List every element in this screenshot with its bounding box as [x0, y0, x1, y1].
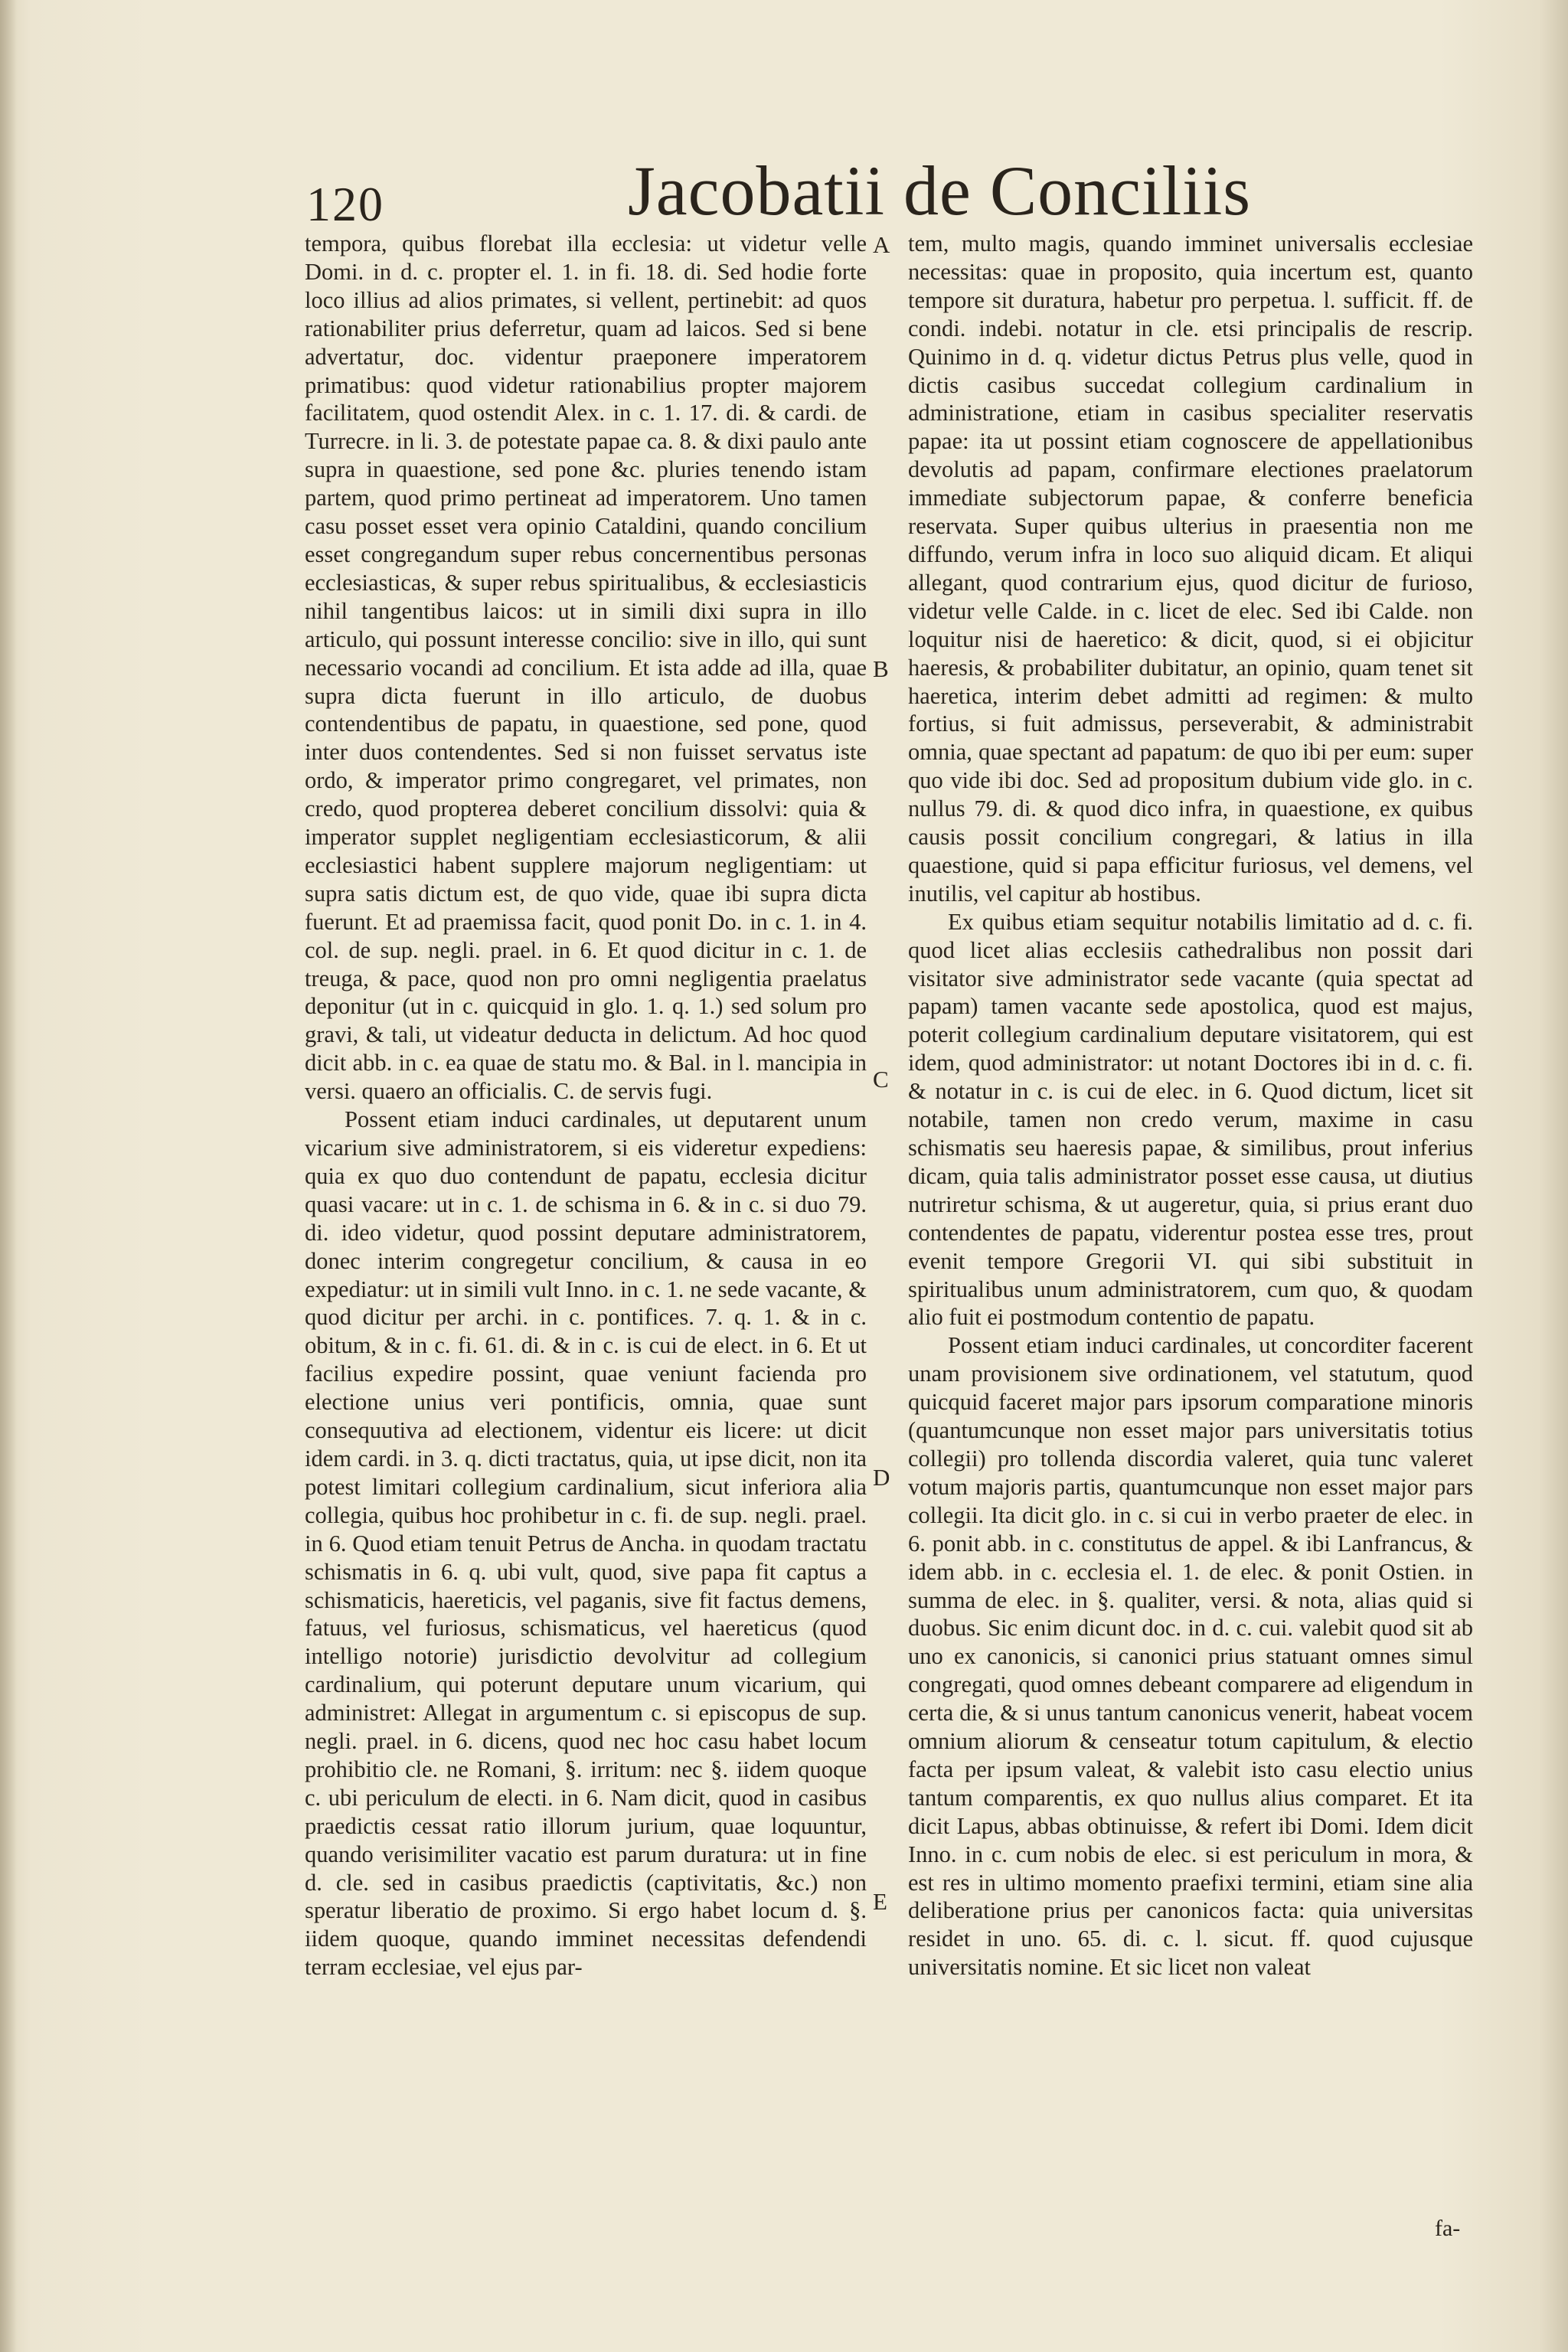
catchword: fa-: [1435, 2216, 1461, 2241]
margin-marker-c: C: [873, 1066, 889, 1093]
margin-marker-a: A: [873, 231, 890, 258]
margin-marker-e: E: [873, 1888, 887, 1915]
right-paragraph-1: tem, multo magis, quando imminet universalis ecclesiae necessitas: quae in proposito, quia incertum est, quanto tempore sit duratura, habetur pro perpetua. l. sufficit. ff. de condi. indebi. notatur in cle. etsi principalis de rescrip. Quinimo in d. q. videtur dictus Petrus plus velle, quod in dictis casibus succedat collegium cardinalium in administratione, etiam in casibus specialiter reservatis papae: ita ut possint etiam cognoscere de appellationibus devolutis ad papam, confirmare electiones praelatorum immediate subjectorum papae, & conferre beneficia reservata. Super quibus ulterius in praesentia non me diffundo, verum infra in loco suo aliquid dicam. Et aliqui allegant, quod contrarium ejus, quod dicitur de furioso, videtur velle Calde. in c. licet de elec. Sed ibi Calde. non loquitur nisi de haeretico: & dicit, quod, si ei objicitur haeresis, & probabiliter dubitatur, an opinio, quam tenet sit haeretica, interim debet admitti ad regimen: & multo fortius, si fuit admissus, perseverabit, & administrabit omnia, quae spectant ad papatum: de quo ibi per eum: super quo vide ibi doc. Sed ad propositum dubium vide glo. in c. nullus 79. di. & quod dico infra, in quaestione, ex quibus causis possit concilium congregari, & latius in illa quaestione, quid si papa efficitur furiosus, vel demens, vel inutilis, vel capitur ab hostibus.: [908, 230, 1473, 906]
left-paragraph-2: Possent etiam induci cardinales, ut deputarent unum vicarium sive administratorem, si eis videretur expediens: quia ex quo duo contendunt de papatu, ecclesia dicitur quasi vacare: ut in c. 1. de schisma in 6. & in c. si duo 79. di. ideo videtur, quod possint deputare administratorem, donec interim congregetur concilium, & causa in eo expediatur: ut in simili vult Inno. in c. 1. ne sede vacante, & quod dicitur per archi. in c. pontifices. 7. q. 1. & in c. obitum, & in c. fi. 61. di. & in c. is cui de elect. in 6. Et ut facilius expedire possint, quae veniunt facienda pro electione unius veri pontificis, omnia, quae sunt consequutiva ad electionem, videntur eis licere: ut dicit idem cardi. in 3. q. dicti tractatus, quia, ut ipse dicit, non ita potest limitari collegium cardinalium, sicut inferiora alia collegia, quibus hoc prohibetur in c. fi. de sup. negli. prael. in 6. Quod etiam tenuit Petrus de Ancha. in quodam tractatu schismatis in 6. q. ubi vult, quod, sive papa fit captus a schismaticis, haereticis, vel paganis, sive fit factus demens, fatuus, vel furiosus, schismaticus, vel haereticus (quod intelligo notorie) jurisdictio devolvitur ad collegium cardinalium, qui poterunt deputare unum vicarium, qui administret: Allegat in argumentum c. si episcopus de sup. negli. prael. in 6. dicens, quod nec hoc casu habet locum prohibitio cle. ne Romani, §. irritum: nec §. iidem quoque c. ubi periculum de electi. in 6. Nam dicit, quod in casibus praedictis cessat ratio illorum jurium, quae loquuntur, quando verisimiliter vacatio est parum duratura: ut in fine d. cle. sed in casibus praedictis (captivitatis, &c.) non speratur liberatio de proximo. Si ergo habet locum d. §. iidem quoque, quando imminet necessitas defendendi terram ecclesiae, vel ejus par-: [305, 1106, 867, 1981]
right-paragraph-3: Possent etiam induci cardinales, ut concorditer facerent unam provisionem sive ordinationem, vel statutum, quod quicquid faceret major pars ipsorum comparatione minoris (quantumcunque non esset major pars universitatis totius collegii) pro tollenda discordia valeret, quia tunc valeret votum majoris partis, quantumcunque non esset major pars collegii. Ita dicit glo. in c. si cui in verbo praeter de elec. in 6. ponit abb. in c. constitutus de appel. & ibi Lanfrancus, & idem abb. in c. ecclesia el. 1. de elec. & ponit Ostien. in summa de elec. in §. qualiter, versi. & nota, alias quid si duobus. Sic enim dicunt doc. in d. c. cui. valebit quod sit ab uno ex canonicis, si canonici prius statuant omnes simul congregati, quod omnes debeant comparere ad eligendum in certa die, & si unus tantum canonicus venerit, habeat vocem omnium aliorum & censeatur totum capitulum, & electio facta per ipsum valeat, & valebit isto casu electio unius tantum comparentis, ex quo nullus alius comparet. Et ita dicit Lapus, abbas obtinuisse, & refert ibi Domi. Idem dicit Inno. in c. cum nobis de elec. si est periculum in mora, & est res in ultimo momento praefixi termini, etiam sine alia deliberatione prius per canonicos facta: quia universitas residet in uno. 65. di. c. l. sicut. ff. quod cujusque universitatis nomine. Et sic licet non valeat: [908, 1332, 1473, 1981]
left-column: [305, 230, 867, 1981]
margin-marker-d: D: [873, 1464, 890, 1491]
margin-marker-b: B: [873, 655, 889, 682]
page-number: 120: [306, 177, 384, 231]
right-column: [908, 230, 1473, 1981]
right-paragraph-2: Ex quibus etiam sequitur notabilis limitatio ad d. c. fi. quod licet alias ecclesiis cathedralibus non possit dari visitator sive administrator sede vacante (quia spectat ad papam) tamen vacante sede apostolica, quod est majus, poterit collegium cardinalium deputare visitatorem, qui est idem, quod administrator: ut notant Doctores ibi in d. c. fi. & notatur in c. is cui de elec. in 6. Quod dictum, licet sit notabile, tamen non credo verum, maxime in casu schismatis seu haeresis papae, & similibus, prout inferius dicam, quia talis administrator posset esse causa, ut diutius nutriretur schisma, & ut augeretur, quia, si prius erant duo contendentes de papatu, viderentur postea esse tres, prout evenit tempore Gregorii VI. qui sibi substituit in spiritualibus unum administratorem, cum quo, & quodam alio fuit ei postmodum contentio de papatu.: [908, 908, 1473, 1331]
left-paragraph-1: tempora, quibus florebat illa ecclesia: ut videtur velle Domi. in d. c. propter el. 1. in fi. 18. di. Sed hodie forte loco illius ad alios primates, si vellent, pertinebit: ad quos rationabiliter prius deferretur, quam ad laicos. Sed si bene advertatur, doc. videntur praeponere imperatorem primatibus: quod videtur rationabilius propter majorem facilitatem, quod ostendit Alex. in c. 1. 17. di. & cardi. de Turrecre. in li. 3. de potestate papae ca. 8. & dixi paulo ante supra in quaestione, sed pone &c. pluries tenendo istam partem, quod primo pertineat ad imperatorem. Uno tamen casu posset esset vera opinio Cataldini, quando concilium esset congregandum super rebus concernentibus personas ecclesiasticas, & super rebus spiritualibus, & ecclesiasticis nihil tangentibus laicos: ut in simili dixi supra in illo articulo, qui possunt interesse concilio: sive in illo, qui sunt necessario vocandi ad concilium. Et ista adde ad illa, quae supra dicta fuerunt in illo articulo, de duobus contendentibus de papatu, in quaestione, sed pone, quod inter duos contendentes. Sed si non fuisset servatus iste ordo, & imperator primo congregaret, vel primates, non credo, quod propterea deberet concilium dissolvi: quia & imperator supplet negligentiam ecclesiasticorum, & alii ecclesiastici habent supplere majorum negligentiam: ut supra satis dictum est, de quo vide, quae ibi supra dicta fuerunt. Et ad praemissa facit, quod ponit Do. in c. 1. in 4. col. de sup. negli. prael. in 6. Et quod dicitur in c. 1. de treuga, & pace, quod non pro omni negligentia praelatus deponitur (ut in c. quicquid in glo. 1. q. 1.) sed solum pro gravi, & tali, ut videatur deducta in delictum. Ad hoc quod dicit abb. in c. ea quae de statu mo. & Bal. in l. mancipia in versi. quaero an officialis. C. de servis fugi.: [305, 230, 867, 1105]
page-header: [306, 150, 1252, 234]
spine-shadow: [0, 0, 17, 2352]
running-title: Jacobatii de Conciliis: [628, 152, 1252, 230]
